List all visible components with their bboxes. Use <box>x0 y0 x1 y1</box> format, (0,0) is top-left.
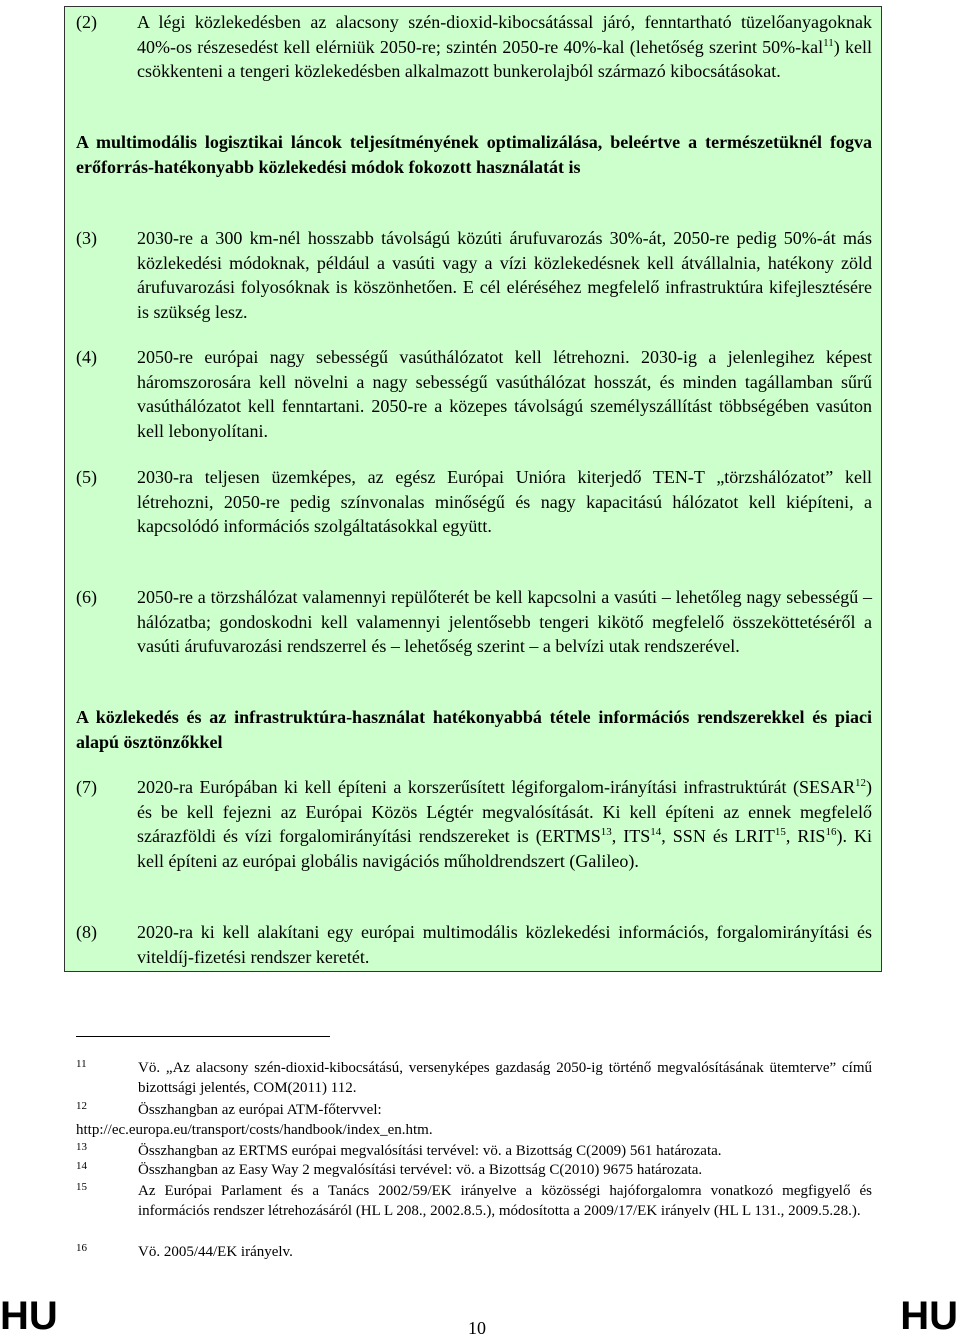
footnote-ref-14[interactable]: 14 <box>650 826 662 839</box>
list-item-3 <box>76 226 872 325</box>
item-number: (3) <box>76 228 97 248</box>
footnote-text: Az Európai Parlament és a Tanács 2002/59/EK irányelve a közösségi hajóforgalomra vonatkozó megfigyelő és információs rendszer létrehozásáról (HL L 208., 2002.8.5.), módosította a 2009/17/EK irányelv (HL L 131., 2009.5.28.). <box>138 1183 872 1220</box>
section-heading-information-systems: A közlekedés és az infrastruktúra-használat hatékonyabbá tétele információs rendszerekkel és piaci alapú ösztönzőkkel <box>76 707 872 752</box>
item-text: 2050-re a törzshálózat valamennyi repülőterét be kell kapcsolni a vasúti – lehetőleg nagy sebességű – hálózatba; gondoskodni kell valamennyi jelentősebb tengeri kikötő megfelelő összeköttetéséről a vasúti árufuvarozási rendszerrel és – lehetőség szerint – a belvízi utak rendszerével. <box>137 587 872 657</box>
item-text: 2020-ra Európában ki kell építeni a korszerűsített légiforgalom-irányítási infrastruktúrát (SESAR$^{12}$) és be kell fejezni az Európai Közös Légtér megvalósítását. Ki kell építeni az ennek megfelelő szárazföldi és vízi forgalomirányítási rendszereket is (ERTMS$^{13}$, ITS$^{14}$, SSN és LRIT$^{15}$, RIS$^{16}$). Ki kell építeni az európai globális navigációs műholdrendszert (Galileo). <box>137 777 872 872</box>
list-item-7 <box>76 775 872 874</box>
item-text: 2030-re a 300 km-nél hosszabb távolságú közúti árufuvarozás 30%-át, 2050-re pedig 50%-át más közlekedési módoknak, például a vasúti vagy a vízi közlekedésnek kell átvállalnia, hatékony zöld árufuvarozási folyosóknak is köszönhetően. E cél eléréséhez megfelelő infrastruktúra kifejlesztésére is szükség lesz. <box>137 228 872 323</box>
item-number: (7) <box>76 777 97 797</box>
footer-language-code-right: HU <box>900 1294 958 1338</box>
item-text: 2020-ra ki kell alakítani egy európai multimodális közlekedési információs, forgalomirányítási és viteldíj-fizetési rendszer keretét. <box>137 922 872 967</box>
footnote-text: Összhangban az Easy Way 2 megvalósítási tervével: vö. a Bizottság C(2010) 9675 határozata. <box>138 1162 703 1178</box>
page-number: 10 <box>468 1318 486 1338</box>
footnote-number: 14 <box>76 1160 87 1172</box>
item-number: (5) <box>76 467 97 487</box>
footer-language-code-left: HU <box>0 1294 58 1338</box>
footnote-ref-15[interactable]: 15 <box>774 826 786 839</box>
footnote-ref-11[interactable]: 11 <box>823 36 834 49</box>
item-text: 2030-ra teljesen üzemképes, az egész Európai Unióra kiterjedő TEN-T „törzshálózatot” kell létrehozni, 2050-re pedig színvonalas minőségű és nagy kapacitású hálózatot kell kiépíteni, a kapcsolódó információs szolgáltatásokkal együtt. <box>137 467 872 537</box>
footnote-text: Összhangban az ERTMS európai megvalósítási tervével: vö. a Bizottság C(2009) 561 határozata. <box>138 1143 722 1159</box>
footnote-15 <box>76 1181 872 1222</box>
footnote-number: 12 <box>76 1100 87 1112</box>
footnote-number: 11 <box>76 1058 87 1070</box>
footnote-ref-13[interactable]: 13 <box>600 826 612 839</box>
footnote-ref-12[interactable]: 12 <box>855 777 866 789</box>
list-item-5 <box>76 465 872 539</box>
footnote-separator <box>76 1036 330 1037</box>
footnote-text: Vö. „Az alacsony szén-dioxid-kibocsátású, versenyképes gazdaság 2050-ig történő megvalósításának ütemterve” című bizottsági jelentés, COM(2011) 112. <box>138 1060 872 1097</box>
footnote-14 <box>76 1160 872 1180</box>
footnote-number: 13 <box>76 1141 87 1153</box>
list-item-8 <box>76 920 872 969</box>
footnote-text: Összhangban az európai ATM-főtervvel: <box>138 1102 382 1118</box>
footnote-number: 16 <box>76 1242 87 1254</box>
list-item-6 <box>76 585 872 659</box>
footnote-12 <box>76 1100 872 1120</box>
footnote-text: Vö. 2005/44/EK irányelv. <box>138 1244 293 1260</box>
footnote-11 <box>76 1058 872 1099</box>
footnote-ref-16[interactable]: 16 <box>825 826 837 839</box>
footnote-16 <box>76 1242 872 1262</box>
item-number: (2) <box>76 12 97 32</box>
list-item-4 <box>76 345 872 444</box>
footnote-number: 15 <box>76 1181 87 1193</box>
item-number: (4) <box>76 347 97 367</box>
footnote-13 <box>76 1141 872 1161</box>
item-number: (8) <box>76 922 97 942</box>
list-item-2 <box>76 10 872 84</box>
item-text: 2050-re európai nagy sebességű vasúthálózatot kell létrehozni. 2030-ig a jelenlegihez képest háromszorosára kell növelni a nagy sebességű vasúthálózat hosszát, és minden tagállamban sűrű vasúthálózatot kell fenntartani. 2050-re a közepes távolságú személyszállítást többségében vasúton kell lebonyolítani. <box>137 347 872 442</box>
item-text: A légi közlekedésben az alacsony szén-dioxid-kibocsátással járó, fenntartható tüzelőanyagoknak 40%-os részesedést kell elérniük 2050-re; szintén 2050-re 40%-kal (lehetőség szerint 50%-kal$^{11}$) kell csökkenteni a tengeri közlekedésben alkalmazott bunkerolajból származó kibocsátásokat. <box>137 12 872 82</box>
footnote-url-link[interactable]: http://ec.europa.eu/transport/costs/handbook/index_en.htm. <box>76 1122 433 1138</box>
section-heading-multimodal: A multimodális logisztikai láncok teljesítményének optimalizálása, beleértve a természetüknél fogva erőforrás-hatékonyabb közlekedési módok fokozott használatát is <box>76 132 872 177</box>
item-number: (6) <box>76 587 97 607</box>
